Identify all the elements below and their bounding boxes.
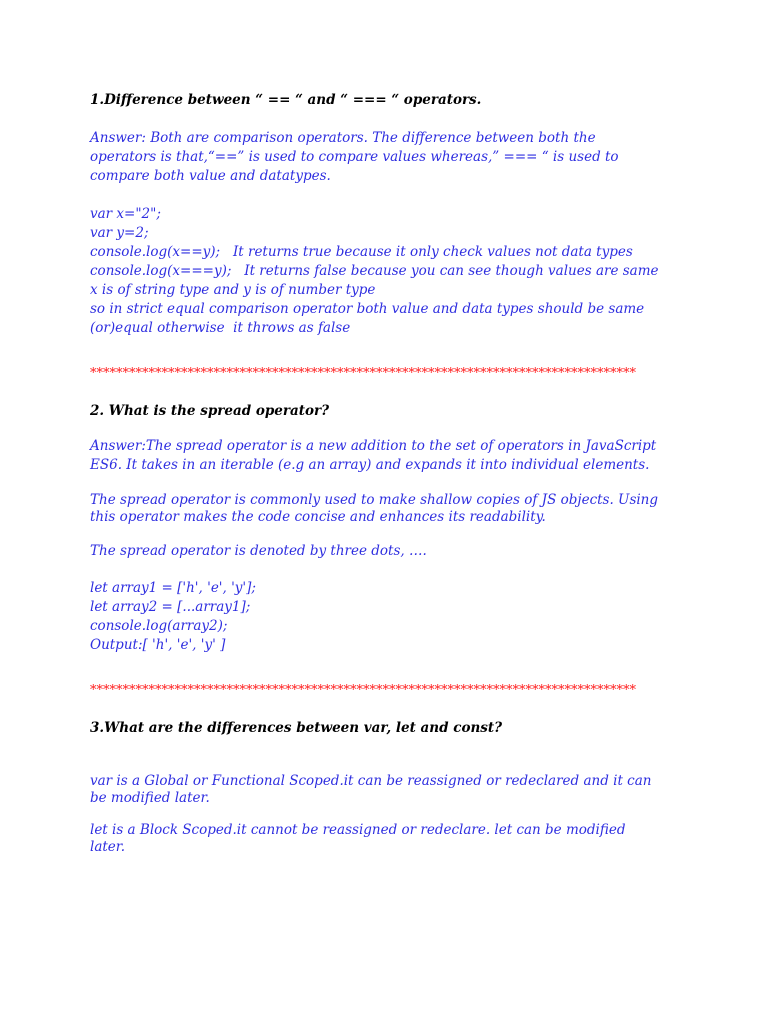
question-3-answer-2: let is a Block Scoped.it cannot be reassigned or redeclare. let can be modified later.: [90, 822, 626, 855]
question-2-answer-3: The spread operator is denoted by three dots, ….: [90, 543, 427, 559]
question-2-answer-1: Answer:The spread operator is a new addition to the set of operators in JavaScript ES6. It takes in an iterable (e.g an array) and expands it into individual elements.: [90, 438, 657, 473]
question-2-answer-2: The spread operator is commonly used to make shallow copies of JS objects. Using this operator makes the code concise and enhances its readability.: [90, 492, 659, 525]
question-1-title: 1.Difference between “ == “ and “ === “ operators.: [90, 92, 482, 108]
question-2-code: let array1 = ['h', 'e', 'y']; let array2 = [...array1]; console.log(array2); Output:[ 'h', 'e', 'y' ]: [90, 580, 256, 653]
question-1-answer: Answer: Both are comparison operators. The difference between both the operators is that,“==” is used to compare values whereas,” === “ is used to compare both value and datatypes.: [90, 130, 619, 184]
document-page: [90, 90, 680, 856]
question-2-title: 2. What is the spread operator?: [90, 403, 330, 419]
separator-1: ************************************************************************************: [90, 366, 636, 381]
question-3-answer-1: var is a Global or Functional Scoped.it can be reassigned or redeclared and it can be modified later.: [90, 773, 652, 806]
question-3-title: 3.What are the differences between var, let and const?: [90, 720, 503, 736]
question-1-code: var x="2"; var y=2; console.log(x==y); It returns true because it only check values not data types console.log(x===y); It returns false because you can see though values are same x is of string type and y is of number type so in strict equal comparison operator both value and data types should be same (or)equal otherwise it throws as false: [90, 206, 659, 336]
separator-2: ************************************************************************************: [90, 683, 636, 698]
